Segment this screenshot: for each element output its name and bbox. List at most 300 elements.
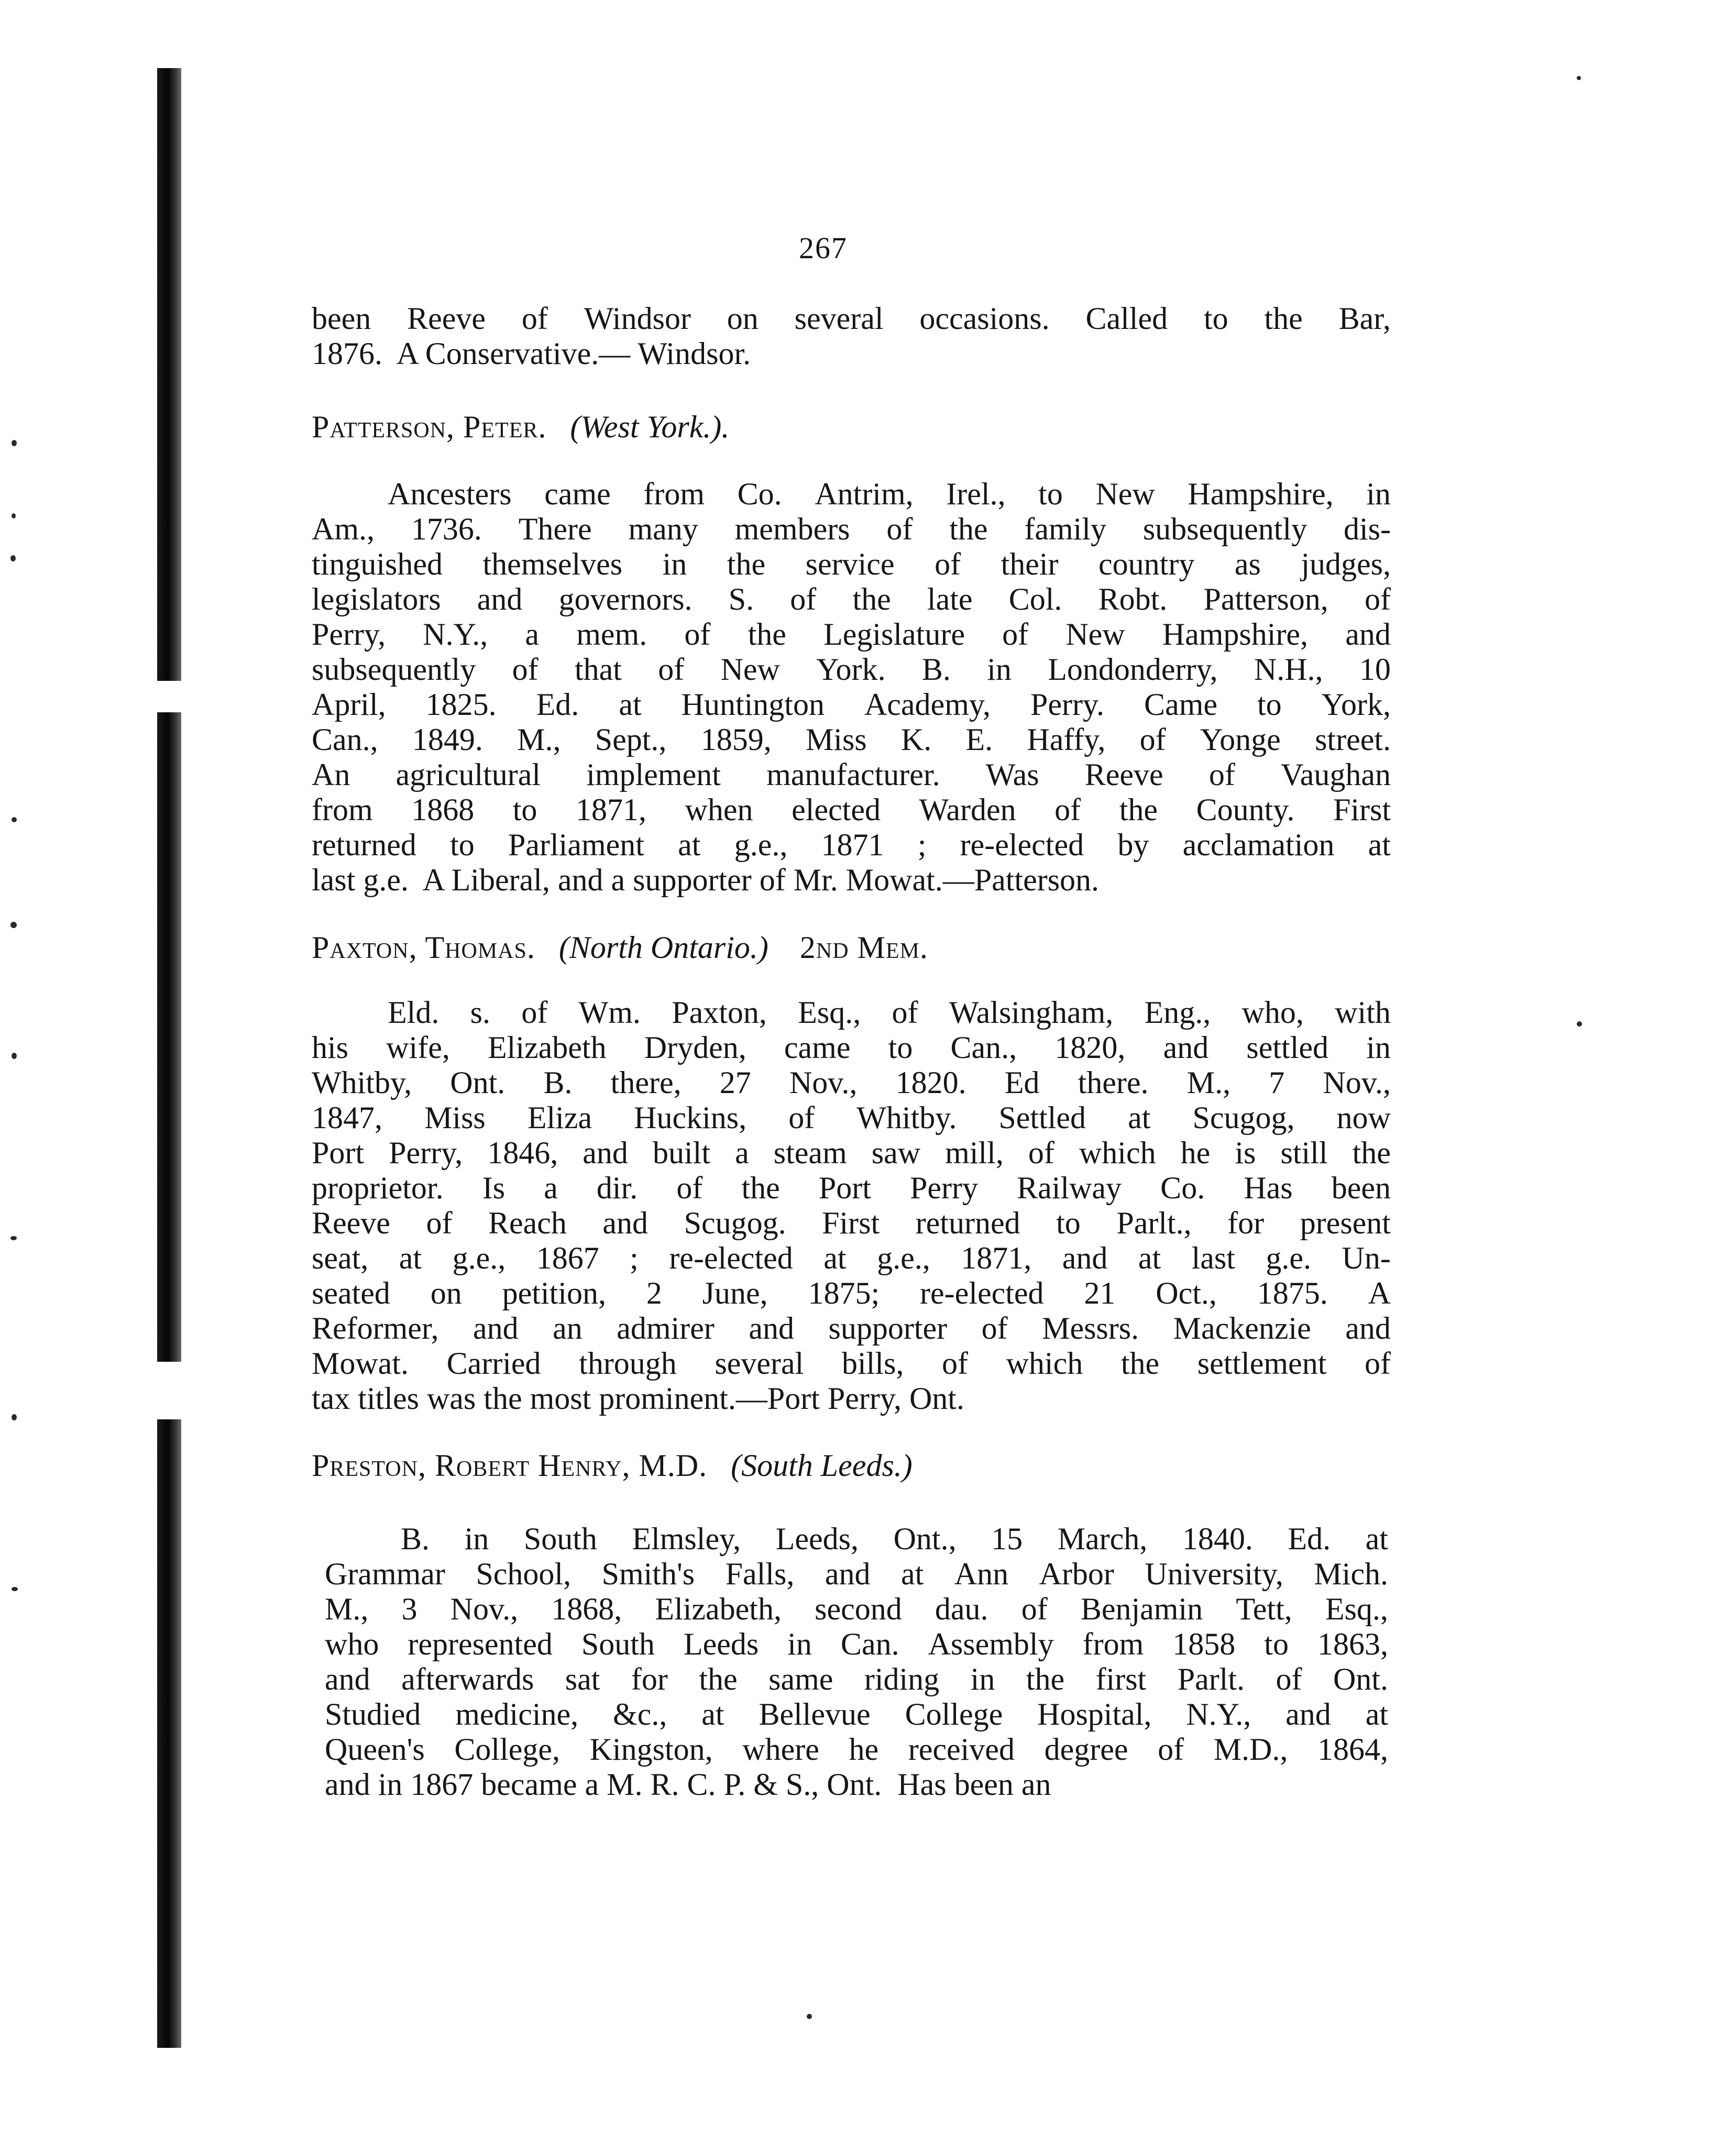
entry-name: Paxton, Thomas.: [312, 930, 535, 965]
word: Whitby,: [312, 1065, 412, 1100]
word: Miss: [424, 1100, 486, 1135]
word: and: [602, 1206, 649, 1240]
word: g.e.,: [877, 1241, 930, 1275]
word: on: [430, 1276, 462, 1310]
word: and: [583, 1135, 628, 1170]
word: of: [1054, 792, 1081, 827]
word: Reeve: [407, 301, 486, 336]
word: Messrs.: [1042, 1311, 1139, 1346]
word: family: [1024, 512, 1106, 546]
scan-speck: [12, 1053, 17, 1059]
word: Hampshire,: [1162, 617, 1309, 652]
word: Parlt.,: [1116, 1206, 1192, 1240]
word: of: [941, 1346, 968, 1381]
binding-gap: [157, 681, 181, 712]
scan-speck: [12, 440, 17, 446]
word: dir.: [596, 1171, 638, 1205]
word: 1867: [536, 1241, 599, 1275]
word: Ann: [954, 1557, 1009, 1591]
word: wife,: [386, 1030, 450, 1065]
word: the: [741, 1171, 780, 1205]
intro-paragraph: [312, 301, 1391, 371]
word: Oct.,: [1156, 1276, 1217, 1310]
word: Reeve: [1084, 757, 1163, 792]
entry-body-preston: [325, 1521, 1388, 1802]
entry-body-paxton: [312, 995, 1391, 1416]
word: 1825.: [425, 687, 497, 722]
word: Eliza: [527, 1100, 592, 1135]
word: re-elected: [920, 1276, 1044, 1310]
entry-name: Preston, Robert Henry, M.D.: [312, 1448, 708, 1483]
word: 3: [401, 1592, 417, 1626]
text-line: [312, 1171, 1391, 1206]
word: of: [788, 1100, 815, 1135]
word: of: [684, 617, 711, 652]
word: Perry.: [1030, 687, 1105, 722]
word: Port: [818, 1171, 871, 1205]
word: B.: [543, 1065, 573, 1100]
word: Bar,: [1338, 301, 1391, 336]
text-line: [312, 1100, 1391, 1135]
word: Port: [312, 1135, 365, 1170]
word: tinguished: [312, 547, 443, 581]
word: many: [628, 512, 698, 546]
word: which: [1079, 1135, 1156, 1170]
word: M.,: [517, 722, 561, 757]
text-line: [312, 1241, 1391, 1276]
word: when: [685, 792, 753, 827]
word: 1820,: [1054, 1030, 1126, 1065]
word: Paxton,: [672, 995, 767, 1030]
word: Studied: [325, 1697, 421, 1732]
word: Elizabeth,: [655, 1592, 782, 1626]
word: and: [825, 1557, 871, 1591]
word: N.Y.,: [1186, 1697, 1251, 1732]
word: ;: [630, 1241, 639, 1275]
word: to: [888, 1030, 913, 1065]
word: admirer: [617, 1311, 715, 1346]
word: Can.,: [950, 1030, 1017, 1065]
scan-speck: [12, 1587, 18, 1591]
text-line: [325, 1697, 1388, 1732]
word: 1868,: [551, 1592, 622, 1626]
word: 1859,: [700, 722, 772, 757]
word: Am.,: [312, 512, 375, 546]
word: occasions.: [919, 301, 1050, 336]
word: 7: [1269, 1065, 1285, 1100]
word: at: [1365, 1697, 1388, 1732]
word: Ed.: [1288, 1521, 1331, 1556]
text-line: [312, 792, 1391, 828]
word: Grammar: [325, 1557, 445, 1591]
word: of: [935, 547, 961, 581]
entry-riding: (South Leeds.): [731, 1448, 913, 1483]
word: in: [787, 1627, 812, 1661]
word: is: [1235, 1135, 1256, 1170]
word: came: [544, 477, 611, 511]
word: Hampshire,: [1188, 477, 1334, 511]
text-line: [312, 722, 1391, 757]
word: seat,: [312, 1241, 369, 1275]
word: of: [1208, 757, 1235, 792]
word: 2: [646, 1276, 662, 1310]
word: 1847,: [312, 1100, 382, 1135]
word: Nov.,: [450, 1592, 519, 1626]
word: Huntington: [681, 687, 825, 722]
word: a: [735, 1135, 749, 1170]
word: 1863,: [1317, 1627, 1388, 1661]
entry-heading-patterson: [312, 410, 729, 445]
word: for: [1227, 1206, 1265, 1240]
word: the: [1119, 792, 1158, 827]
word: of: [658, 652, 685, 687]
word: riding: [864, 1662, 940, 1696]
word: at: [1128, 1100, 1151, 1135]
word: an: [553, 1311, 583, 1346]
word: at: [1138, 1241, 1161, 1275]
text-line: [325, 1627, 1388, 1662]
word: re-elected: [960, 828, 1084, 862]
word: York,: [1321, 687, 1391, 722]
word: on: [727, 301, 759, 336]
word: Yonge: [1200, 722, 1281, 757]
text-line: [325, 1732, 1388, 1767]
word: Warden: [919, 792, 1016, 827]
word: Elmsley,: [632, 1521, 741, 1556]
word: First: [822, 1206, 880, 1240]
entry-name: Patterson, Peter.: [312, 410, 547, 444]
word: Legislature: [823, 617, 965, 652]
word: Windsor: [584, 301, 691, 336]
scan-speck: [12, 513, 16, 519]
word: same: [768, 1662, 833, 1696]
word: 27: [719, 1065, 751, 1100]
text-line: [312, 1135, 1391, 1171]
word: Smith's: [601, 1557, 695, 1591]
word: members: [734, 512, 850, 546]
word: and: [1163, 1030, 1209, 1065]
word: present: [1300, 1206, 1391, 1240]
text-line: [312, 582, 1391, 617]
text-line: [312, 1346, 1391, 1381]
word: the: [852, 582, 891, 616]
word: 1840.: [1182, 1521, 1253, 1556]
word: June,: [702, 1276, 768, 1310]
word: Robt.: [1098, 582, 1168, 616]
word: Huckins,: [634, 1100, 747, 1135]
word: Carried: [446, 1346, 541, 1381]
word: that: [574, 652, 622, 687]
text-line: [325, 1662, 1388, 1697]
word: Was: [985, 757, 1039, 792]
text-line: [312, 547, 1391, 582]
word: in: [1366, 1030, 1391, 1065]
word: Whitby.: [856, 1100, 957, 1135]
word: of: [1158, 1732, 1184, 1767]
word: at: [701, 1697, 724, 1732]
word: Reeve: [312, 1206, 390, 1240]
word: Ont.: [450, 1065, 506, 1100]
word: the: [1026, 1662, 1065, 1696]
word: Tett,: [1236, 1592, 1292, 1626]
word: Col.: [1008, 582, 1062, 616]
word: at: [399, 1241, 422, 1275]
word: been: [1331, 1171, 1391, 1205]
word: 21: [1084, 1276, 1116, 1310]
word: the: [1120, 1346, 1160, 1381]
word: and: [1062, 1241, 1108, 1275]
word: and: [473, 1311, 519, 1346]
word: several: [715, 1346, 804, 1381]
word: Co.: [1160, 1171, 1205, 1205]
word: of: [676, 1171, 703, 1205]
word: Nov.,: [789, 1065, 858, 1100]
word: dis-: [1343, 512, 1391, 546]
text-line: last g.e. A Liberal, and a supporter of Mr. Mowat.—Patterson.: [312, 863, 1100, 897]
word: Came: [1144, 687, 1217, 722]
word: agricultural: [395, 757, 541, 792]
word: 1864,: [1317, 1732, 1388, 1767]
word: Called: [1085, 301, 1168, 336]
word: and: [1345, 617, 1391, 652]
word: of: [512, 652, 539, 687]
word: steam: [773, 1135, 847, 1170]
word: and: [325, 1662, 370, 1696]
word: &c.,: [613, 1697, 667, 1732]
word: 1849.: [412, 722, 483, 757]
word: represented: [408, 1627, 553, 1661]
word: Co.: [737, 477, 782, 511]
word: Miss: [805, 722, 867, 757]
word: in: [987, 652, 1012, 687]
word: in: [464, 1521, 489, 1556]
word: implement: [586, 757, 721, 792]
text-line: [325, 1592, 1388, 1627]
word: Antrim,: [815, 477, 914, 511]
word: came: [784, 1030, 851, 1065]
word: last: [1191, 1241, 1235, 1275]
word: of: [1002, 617, 1029, 652]
word: which: [1006, 1346, 1083, 1381]
word: Mackenzie: [1173, 1311, 1311, 1346]
word: and: [749, 1311, 794, 1346]
word: 15: [991, 1521, 1023, 1556]
word: Irel.,: [946, 477, 1006, 511]
word: at: [1368, 828, 1391, 862]
word: Walsingham,: [949, 995, 1114, 1030]
word: dau.: [935, 1592, 988, 1626]
word: themselves: [482, 547, 623, 581]
binding-shadow: [157, 68, 181, 2048]
word: Leeds: [683, 1627, 759, 1661]
word: to: [512, 792, 537, 827]
word: College,: [454, 1732, 561, 1767]
scan-speck: [807, 2014, 812, 2019]
word: Falls,: [725, 1557, 795, 1591]
word: at: [900, 1557, 924, 1591]
word: several: [794, 301, 884, 336]
word: of: [1028, 1135, 1054, 1170]
word: received: [908, 1732, 1015, 1767]
word: in: [1366, 477, 1391, 511]
word: built: [653, 1135, 711, 1170]
text-line: [312, 652, 1391, 687]
word: Bellevue: [759, 1697, 871, 1732]
word: subsequently: [1142, 512, 1308, 546]
word: 1871,: [576, 792, 646, 827]
word: M.,: [1186, 1065, 1231, 1100]
word: Dryden,: [644, 1030, 746, 1065]
word: Can.: [840, 1627, 899, 1661]
word: Hospital,: [1037, 1697, 1152, 1732]
entry-heading-paxton: [312, 930, 928, 965]
word: 1858: [1172, 1627, 1236, 1661]
word: second: [815, 1592, 902, 1626]
word: York.: [816, 652, 886, 687]
word: K.: [900, 722, 932, 757]
word: Scugog,: [1192, 1100, 1295, 1135]
word: he: [849, 1732, 879, 1767]
text-line: [312, 477, 1391, 512]
word: B.: [401, 1521, 430, 1556]
word: 1875;: [808, 1276, 880, 1310]
word: Benjamin: [1080, 1592, 1203, 1626]
word: late: [927, 582, 973, 616]
word: g.e.,: [452, 1241, 506, 1275]
word: mem.: [576, 617, 647, 652]
word: the: [748, 617, 786, 652]
word: the: [1264, 301, 1303, 336]
text-line: 1876. A Conservative.— Windsor.: [312, 336, 751, 371]
word: Eld.: [388, 995, 440, 1030]
word: the: [949, 512, 988, 546]
binding-gap: [157, 1362, 181, 1419]
word: New: [720, 652, 780, 687]
entry-member-note: 2nd Mem.: [799, 930, 928, 965]
word: April,: [312, 687, 386, 722]
word: g.e.,: [734, 828, 788, 862]
word: there,: [610, 1065, 682, 1100]
text-line: [312, 617, 1391, 652]
text-line: [312, 1311, 1391, 1346]
word: of: [1364, 1346, 1391, 1381]
word: of: [1276, 1662, 1302, 1696]
word: petition,: [502, 1276, 606, 1310]
word: Has: [1244, 1171, 1293, 1205]
word: to: [450, 828, 475, 862]
word: County.: [1196, 792, 1295, 827]
word: to: [1056, 1206, 1081, 1240]
word: governors.: [558, 582, 693, 616]
word: First: [1333, 792, 1391, 827]
word: Un-: [1342, 1241, 1391, 1275]
word: a: [544, 1171, 558, 1205]
word: he: [1180, 1135, 1211, 1170]
word: 1820.: [895, 1065, 966, 1100]
word: Esq.,: [798, 995, 861, 1030]
word: Can.,: [312, 722, 378, 757]
word: saw: [871, 1135, 921, 1170]
word: 1868: [411, 792, 475, 827]
word: re-elected: [669, 1241, 793, 1275]
word: Arbor: [1039, 1557, 1114, 1591]
text-line: [312, 1065, 1391, 1100]
word: by: [1117, 828, 1149, 862]
word: Parlt.: [1177, 1662, 1245, 1696]
text-line: [312, 1030, 1391, 1065]
word: 1871: [821, 828, 884, 862]
word: N.Y.,: [423, 617, 488, 652]
word: mill,: [945, 1135, 1004, 1170]
word: of: [790, 582, 817, 616]
word: South: [523, 1521, 597, 1556]
word: Reformer,: [312, 1311, 439, 1346]
text-line: [312, 512, 1391, 547]
word: ;: [917, 828, 927, 862]
word: supporter: [828, 1311, 948, 1346]
word: country: [1098, 547, 1195, 581]
word: Wm.: [578, 995, 641, 1030]
word: street.: [1315, 722, 1391, 757]
word: degree: [1044, 1732, 1128, 1767]
word: where: [742, 1732, 819, 1767]
word: the: [727, 547, 766, 581]
word: at: [823, 1241, 847, 1275]
word: to: [1257, 687, 1282, 722]
text-line: [325, 1521, 1388, 1557]
word: medicine,: [455, 1697, 579, 1732]
text-line: [312, 757, 1391, 792]
word: to: [1264, 1627, 1289, 1661]
word: Mich.: [1314, 1557, 1388, 1591]
word: Ont.,: [893, 1521, 957, 1556]
word: returned: [915, 1206, 1020, 1240]
word: Ed: [1004, 1065, 1040, 1100]
word: School,: [476, 1557, 572, 1591]
word: of: [426, 1206, 453, 1240]
word: M.D.,: [1213, 1732, 1288, 1767]
word: the: [1352, 1135, 1391, 1170]
word: 1875.: [1257, 1276, 1328, 1310]
word: Leeds,: [775, 1521, 859, 1556]
word: Sept.,: [595, 722, 667, 757]
text-line: [312, 828, 1391, 863]
word: still: [1280, 1135, 1328, 1170]
text-line: and in 1867 became a M. R. C. P. & S., Ont. Has been an: [325, 1767, 1051, 1802]
word: Parliament: [508, 828, 644, 862]
word: 1871,: [961, 1241, 1032, 1275]
word: to: [1038, 477, 1063, 511]
text-line: [312, 687, 1391, 722]
word: of: [1021, 1592, 1048, 1626]
word: there.: [1078, 1065, 1149, 1100]
word: of: [981, 1311, 1008, 1346]
word: Londonderry,: [1048, 652, 1218, 687]
word: a: [525, 617, 540, 652]
word: the: [699, 1662, 738, 1696]
word: Perry,: [312, 617, 386, 652]
word: New: [1095, 477, 1155, 511]
word: judges,: [1301, 547, 1391, 581]
word: and: [1345, 1311, 1391, 1346]
word: Vaughan: [1281, 757, 1391, 792]
word: 1846,: [487, 1135, 558, 1170]
word: subsequently: [312, 652, 476, 687]
text-line: [325, 1557, 1388, 1592]
scan-speck: [12, 817, 17, 822]
scan-speck: [10, 922, 17, 928]
word: 1736.: [411, 512, 482, 546]
